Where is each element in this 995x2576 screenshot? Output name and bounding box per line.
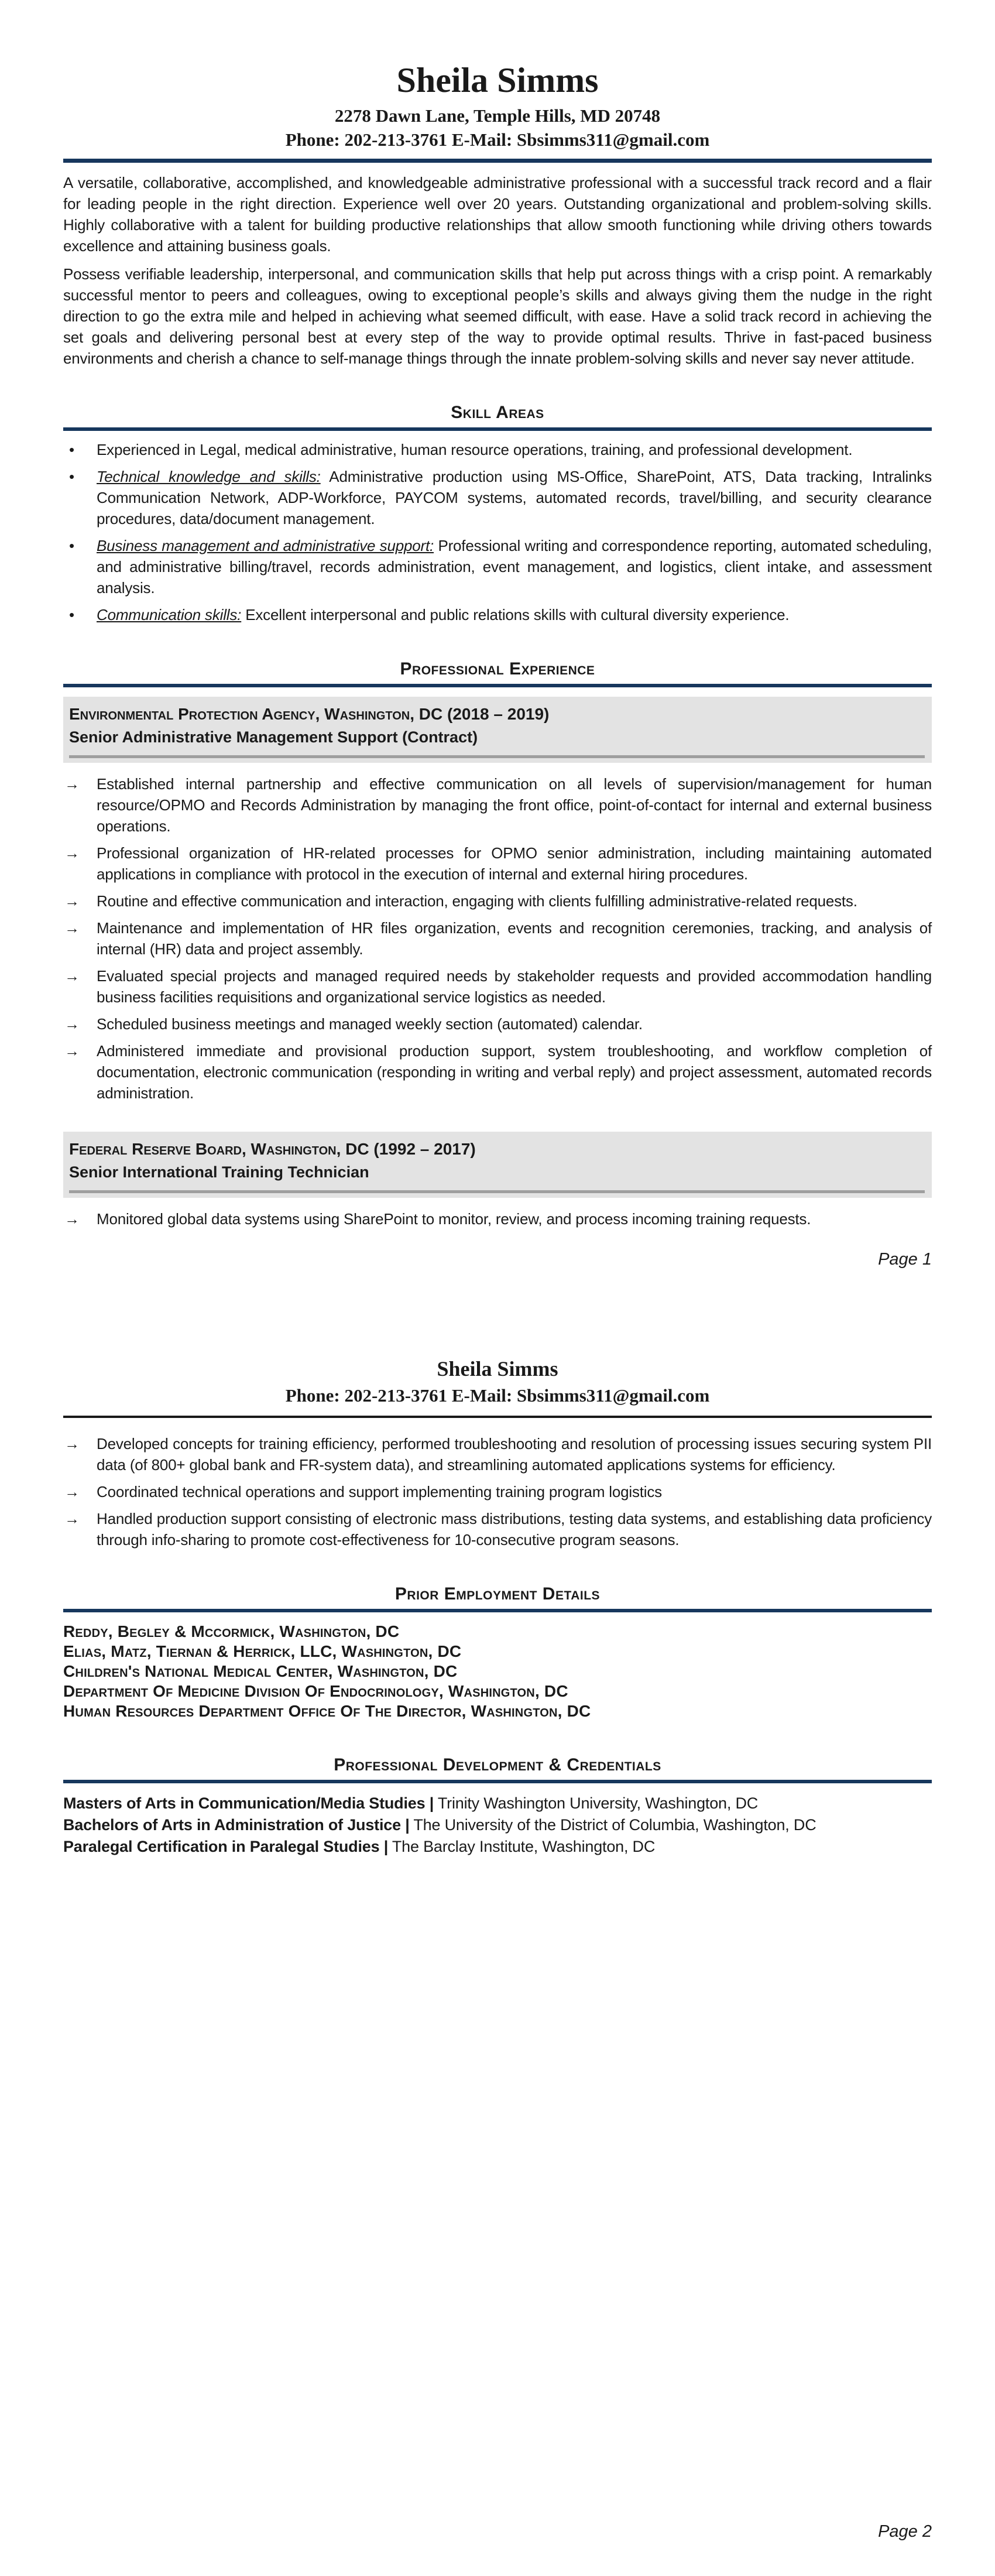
skill-areas-list	[63, 439, 932, 625]
prior-employer: Human Resources Department Office Of The Director, Washington, DC	[63, 1701, 591, 1720]
credential-institution: Trinity Washington University, Washington, DC	[434, 1794, 759, 1812]
section-divider	[63, 427, 932, 431]
prior-employer: Department Of Medicine Division Of Endocrinology, Washington, DC	[63, 1681, 568, 1700]
prior-employer: Elias, Matz, Tiernan & Herrick, LLC, Washington, DC	[63, 1642, 462, 1660]
page-1-footer: Page 1	[878, 1250, 932, 1269]
employer-name: Federal Reserve Board, Washington, DC (1992 – 2017)	[69, 1140, 476, 1159]
skill-bullet-body: Experienced in Legal, medical administrative, human resource operations, training, and professional development.	[97, 441, 853, 459]
page-2-header	[63, 1269, 932, 1418]
section-heading-skill-areas: Skill Areas	[451, 403, 544, 423]
list-item	[63, 1481, 932, 1502]
list-item	[63, 1013, 932, 1034]
list-item	[63, 890, 932, 912]
bullet-icon: •	[69, 441, 74, 459]
prior-employers-list	[63, 1622, 932, 1721]
section-heading-prior-employment: Prior Employment Details	[394, 1584, 601, 1604]
arrow-bullet-icon: →	[64, 1210, 80, 1228]
list-item	[63, 604, 932, 625]
resume-name: Sheila Simms	[396, 61, 599, 100]
list-item	[63, 965, 932, 1008]
skill-bullet-lead: Business management and administrative support:	[97, 537, 434, 555]
skill-bullet-text	[97, 535, 932, 598]
skill-bullet-lead: Technical knowledge and skills:	[97, 468, 321, 486]
arrow-bullet-icon: →	[64, 1434, 80, 1453]
duty-text: Monitored global data systems using SharePoint to monitor, review, and process incoming training requests.	[97, 1210, 811, 1228]
arrow-bullet-icon: →	[64, 775, 80, 793]
list-item	[63, 1040, 932, 1104]
credentials-list	[63, 1793, 932, 1858]
page-1	[63, 0, 932, 1269]
duty-text: Administered immediate and provisional production support, system troubleshooting, and workflow completion of documentation, electronic communication (responding in writing and verbal reply) and project assessment, automated records administration.	[97, 1042, 932, 1102]
professional-experience-section	[63, 659, 932, 1229]
duty-text: Routine and effective communication and interaction, engaging with clients fulfilling administrative-related requests.	[97, 892, 857, 910]
prior-employer: Reddy, Begley & Mccormick, Washington, DC	[63, 1622, 400, 1640]
job-header-frb	[63, 1132, 932, 1198]
header-divider	[63, 1416, 932, 1418]
list-item	[63, 1208, 932, 1229]
section-heading-professional-experience: Professional Experience	[400, 659, 595, 679]
list-item	[63, 1508, 932, 1550]
credential-item	[63, 1814, 932, 1836]
list-item	[63, 466, 932, 529]
arrow-bullet-icon: →	[64, 919, 80, 937]
arrow-bullet-icon: →	[64, 892, 80, 910]
list-item	[63, 917, 932, 960]
bullet-icon: •	[69, 537, 74, 555]
section-divider	[63, 1609, 932, 1612]
bullet-icon: •	[69, 468, 74, 486]
credential-item	[63, 1836, 932, 1858]
skill-bullet-body: Administrative production using MS-Office, SharePoint, ATS, Data tracking, Intralinks Communication Network, ADP-Workforce, PAYCOM systems, automated records, travel/billing, and security clearance procedures, data/document management.	[97, 468, 932, 528]
skill-areas-section	[63, 403, 932, 625]
credential-institution: The Barclay Institute, Washington, DC	[388, 1837, 656, 1855]
blank-space	[63, 1858, 932, 2502]
skill-bullet-text	[97, 604, 932, 625]
skill-bullet-body: Professional writing and correspondence reporting, automated scheduling, and administrative billing/travel, records administration, event management, and logistics, client intake, and assessment analysis.	[97, 537, 932, 597]
list-item	[63, 1433, 932, 1475]
job-box-divider	[69, 755, 925, 758]
duty-text: Scheduled business meetings and managed weekly section (automated) calendar.	[97, 1015, 643, 1033]
job-box-divider	[69, 1190, 925, 1193]
arrow-bullet-icon: →	[64, 1482, 80, 1501]
credential-institution: The University of the District of Columbia, Washington, DC	[409, 1815, 816, 1834]
section-heading-credentials: Professional Development & Credentials	[334, 1755, 661, 1775]
epa-duties-list	[63, 773, 932, 1104]
page-2	[63, 1269, 932, 2541]
duty-text: Coordinated technical operations and support implementing training program logistics	[97, 1482, 662, 1501]
arrow-bullet-icon: →	[64, 844, 80, 862]
page-2-footer: Page 2	[878, 2522, 932, 2541]
list-item	[63, 773, 932, 837]
contact-line: Phone: 202-213-3761 E-Mail: Sbsimms311@gmail.com	[285, 1385, 710, 1406]
skill-bullet-lead: Communication skills:	[97, 606, 242, 624]
arrow-bullet-icon: →	[64, 1509, 80, 1527]
arrow-bullet-icon: →	[64, 1042, 80, 1060]
list-item	[63, 842, 932, 885]
duty-text: Handled production support consisting of electronic mass distributions, testing data systems, and establishing data proficiency through info-sharing to promote cost-effectiveness for 10-consecutive program seasons.	[97, 1509, 932, 1549]
resume-name: Sheila Simms	[437, 1357, 558, 1381]
prior-employer: Children's National Medical Center, Washington, DC	[63, 1662, 458, 1680]
frb-duties-continued-list	[63, 1433, 932, 1550]
address-line: 2278 Dawn Lane, Temple Hills, MD 20748	[334, 105, 661, 126]
job-title: Senior Administrative Management Support (Contract)	[69, 728, 478, 746]
credential-item	[63, 1793, 932, 1814]
skill-bullet-text	[97, 466, 932, 529]
prior-employment-section	[63, 1584, 932, 1721]
duty-text: Developed concepts for training efficiency, performed troubleshooting and resolution of processing issues securing system PII data (of 800+ global bank and FR-system data), and streamlining automated applications systems for efficiency.	[97, 1434, 932, 1474]
list-item	[63, 535, 932, 598]
duty-text: Professional organization of HR-related processes for OPMO senior administration, including maintaining automated applications in compliance with protocol in the execution of internal and external hiring procedures.	[97, 844, 932, 883]
job-header-epa	[63, 697, 932, 763]
job-title: Senior International Training Technician	[69, 1163, 369, 1181]
summary-paragraph: A versatile, collaborative, accomplished, and knowledgeable administrative professional with a successful track record and a flair for leading people in the right direction. Experience well over 20 years. Outstanding organizational and problem-solving skills. Highly collaborative with a talent for building productive relationships that allow smooth functioning while driving others towards excellence and attaining business goals.	[63, 174, 932, 255]
frb-duties-list	[63, 1208, 932, 1229]
bullet-icon: •	[69, 606, 74, 624]
arrow-bullet-icon: →	[64, 967, 80, 985]
skill-bullet-body: Excellent interpersonal and public relations skills with cultural diversity experience.	[241, 606, 790, 624]
credential-degree: Paralegal Certification in Paralegal Studies |	[63, 1837, 389, 1855]
arrow-bullet-icon: →	[64, 1015, 80, 1033]
page-1-header	[63, 61, 932, 163]
header-divider	[63, 159, 932, 163]
duty-text: Established internal partnership and effective communication on all levels of supervision/management for human resource/OPMO and Records Administration by managing the front office, point-of-contact for internal and external business operations.	[97, 775, 932, 835]
credential-degree: Bachelors of Arts in Administration of Justice |	[63, 1815, 410, 1834]
duty-text: Evaluated special projects and managed required needs by stakeholder requests and provided accommodation handling business facilities requisitions and organizational service logistics as needed.	[97, 967, 932, 1006]
section-divider	[63, 684, 932, 687]
list-item	[63, 439, 932, 460]
credential-degree: Masters of Arts in Communication/Media Studies |	[63, 1794, 434, 1812]
credentials-section	[63, 1755, 932, 1858]
duty-text: Maintenance and implementation of HR files organization, events and recognition ceremonies, tracking, and analysis of internal (HR) data and project assembly.	[97, 919, 932, 958]
skill-bullet-text	[97, 439, 932, 460]
employer-name: Environmental Protection Agency, Washington, DC (2018 – 2019)	[69, 705, 550, 724]
contact-line: Phone: 202-213-3761 E-Mail: Sbsimms311@gmail.com	[285, 129, 710, 150]
summary-paragraph: Possess verifiable leadership, interpersonal, and communication skills that help put across things with a crisp point. A remarkably successful mentor to peers and colleagues, owing to exceptional people’s skills and always giving them the nudge in the right direction to go the extra mile and helped in achieving what seemed difficult, with ease. Have a solid track record in achieving the set goals and delivering personal best at every step of the way to provide optimal results. Thrive in fast-paced business environments and cherish a chance to self-manage things through the innate problem-solving skills and never say never attitude.	[63, 265, 932, 368]
section-divider	[63, 1780, 932, 1783]
